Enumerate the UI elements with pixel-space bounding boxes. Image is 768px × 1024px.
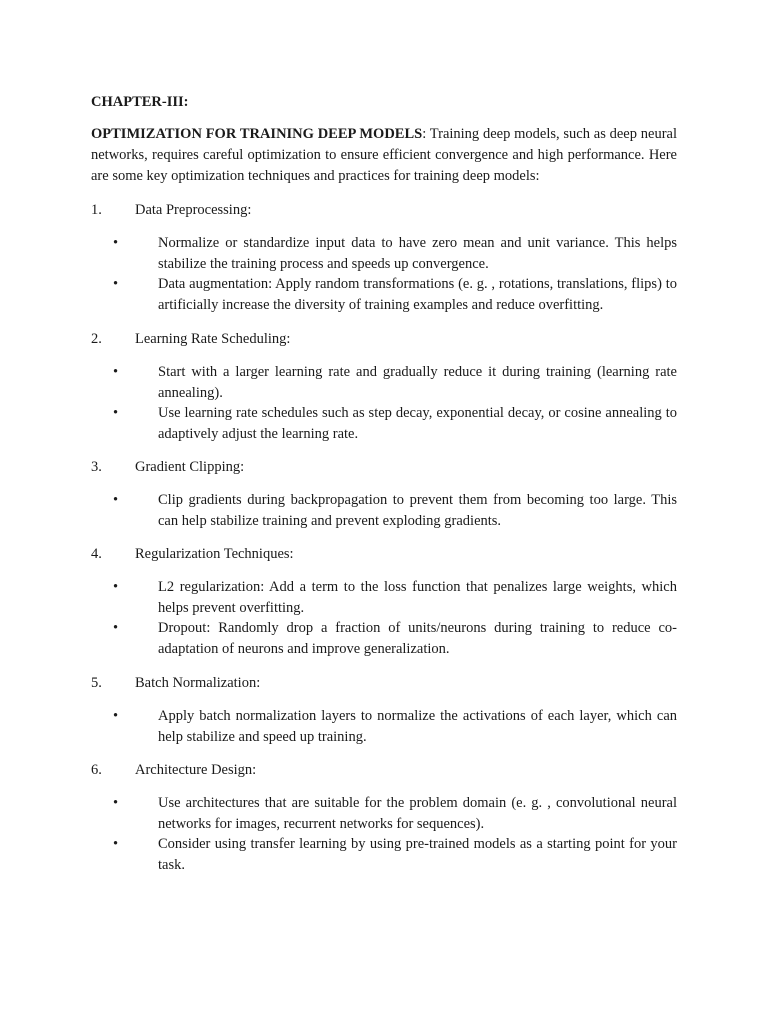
bullet-item bbox=[91, 834, 677, 876]
bullet-item bbox=[91, 793, 677, 835]
section-number: 2. bbox=[91, 331, 102, 347]
bullet-text: Clip gradients during backpropagation to prevent them from becoming too large. This can help stabilize training and prevent exploding gradients. bbox=[158, 492, 677, 529]
section-title: Batch Normalization: bbox=[135, 675, 261, 691]
intro-lead: OPTIMIZATION FOR TRAINING DEEP MODELS bbox=[91, 126, 423, 142]
bullet-dot: • bbox=[113, 235, 119, 251]
bullet-text: Dropout: Randomly drop a fraction of units/neurons during training to reduce co-adaptation of neurons and improve generalization. bbox=[158, 620, 677, 657]
bullet-item bbox=[91, 274, 677, 316]
bullet-text: L2 regularization: Add a term to the loss function that penalizes large weights, which helps prevent overfitting. bbox=[158, 579, 677, 616]
bullet-item bbox=[91, 706, 677, 748]
bullet-item bbox=[91, 362, 677, 404]
bullet-item bbox=[91, 618, 677, 660]
bullet-dot: • bbox=[113, 836, 119, 852]
bullet-dot: • bbox=[113, 276, 119, 292]
section-number: 1. bbox=[91, 202, 102, 218]
bullet-item bbox=[91, 403, 677, 445]
bullet-text: Consider using transfer learning by using pre-trained models as a starting point for your task. bbox=[158, 836, 677, 873]
bullet-dot: • bbox=[113, 795, 119, 811]
bullet-dot: • bbox=[113, 492, 119, 508]
section-number: 3. bbox=[91, 459, 102, 475]
bullet-dot: • bbox=[113, 364, 119, 380]
section-title: Regularization Techniques: bbox=[135, 546, 294, 562]
bullet-dot: • bbox=[113, 405, 119, 421]
section-number: 5. bbox=[91, 675, 102, 691]
bullet-text: Use architectures that are suitable for the problem domain (e. g. , convolutional neural networks for images, recurrent networks for sequences). bbox=[158, 795, 677, 832]
bullet-item bbox=[91, 577, 677, 619]
chapter-heading: CHAPTER-III: bbox=[91, 94, 189, 110]
section-title: Data Preprocessing: bbox=[135, 202, 252, 218]
intro-paragraph bbox=[91, 124, 677, 187]
section-title: Learning Rate Scheduling: bbox=[135, 331, 291, 347]
bullet-text: Normalize or standardize input data to have zero mean and unit variance. This helps stabilize the training process and speeds up convergence. bbox=[158, 235, 677, 272]
intro-text: : Training deep models, such as deep neural networks, requires careful optimization to ensure efficient convergence and high performance. Here are some key optimization techniques and practices for training deep models: bbox=[91, 126, 678, 184]
section-title: Architecture Design: bbox=[135, 762, 257, 778]
bullet-item bbox=[91, 233, 677, 275]
bullet-text: Apply batch normalization layers to normalize the activations of each layer, which can help stabilize and speed up training. bbox=[158, 708, 677, 745]
bullet-dot: • bbox=[113, 708, 119, 724]
section-title: Gradient Clipping: bbox=[135, 459, 245, 475]
section-number: 6. bbox=[91, 762, 102, 778]
bullet-text: Use learning rate schedules such as step decay, exponential decay, or cosine annealing to adaptively adjust the learning rate. bbox=[158, 405, 677, 442]
bullet-text: Start with a larger learning rate and gradually reduce it during training (learning rate annealing). bbox=[158, 364, 677, 401]
bullet-text: Data augmentation: Apply random transformations (e. g. , rotations, translations, flips) to artificially increase the diversity of training examples and reduce overfitting. bbox=[158, 276, 677, 313]
bullet-dot: • bbox=[113, 620, 119, 636]
bullet-dot: • bbox=[113, 579, 119, 595]
section-number: 4. bbox=[91, 546, 102, 562]
bullet-item bbox=[91, 490, 677, 532]
